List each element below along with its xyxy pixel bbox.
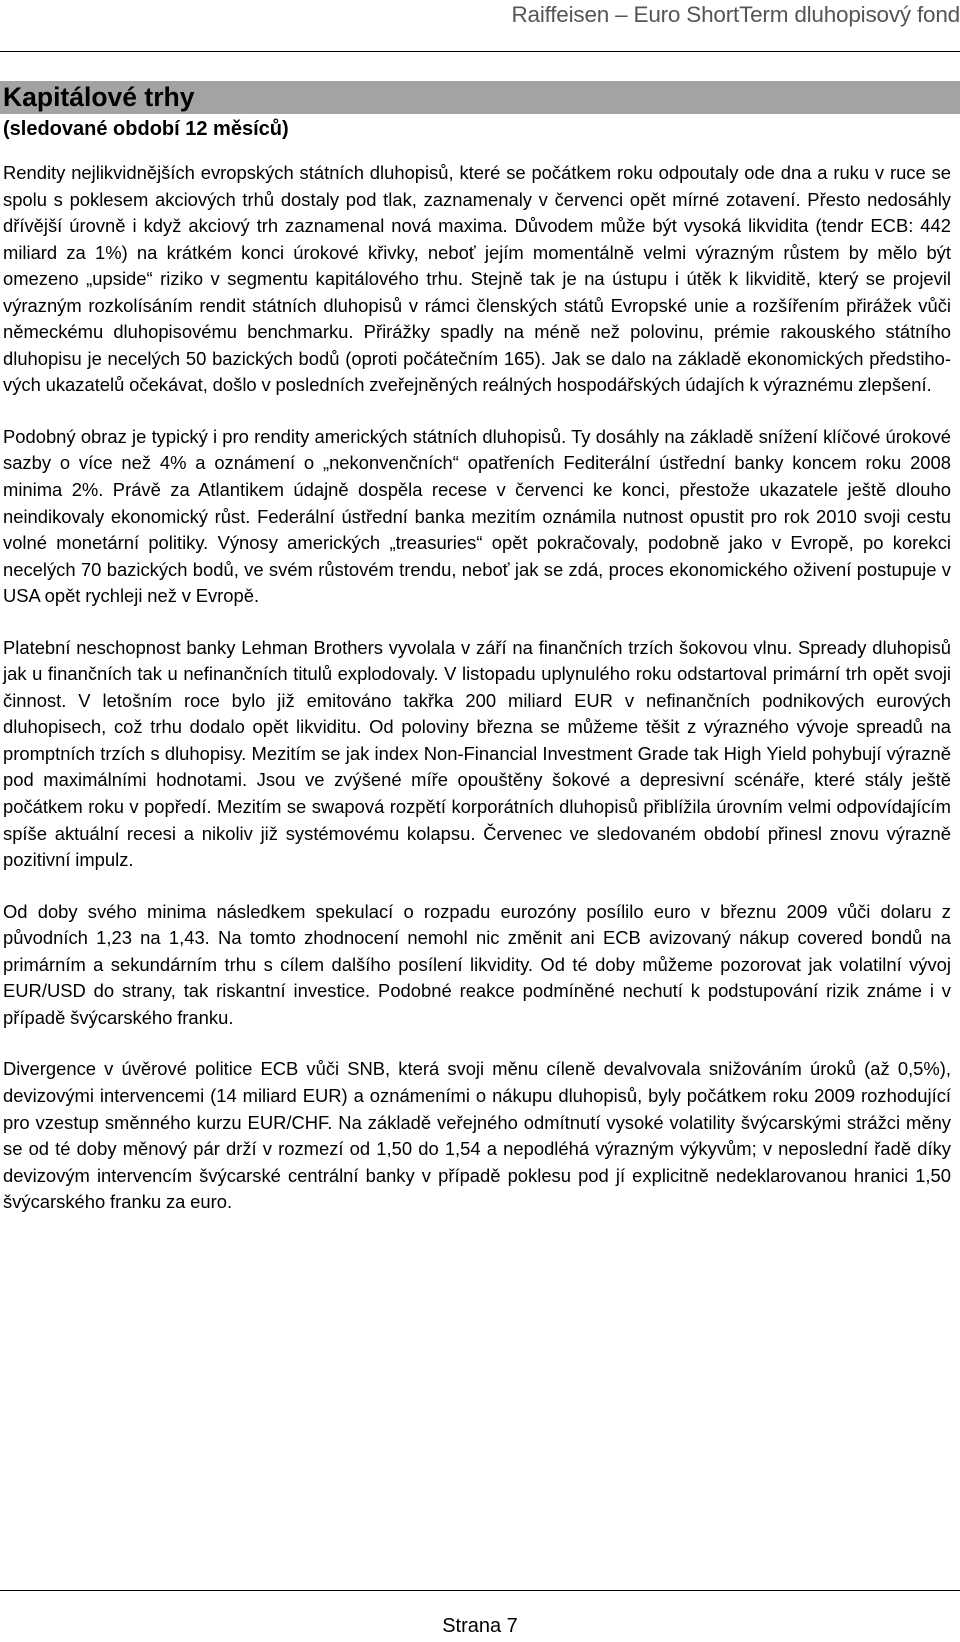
section-title: Kapitálové trhy (3, 82, 195, 112)
paragraph-government-bonds: Rendity nejlikvidnějších evropských státních dluhopisů, které se počátkem roku odpoutaly ode dna a ruku v ruce se spolu s poklesem akciových trhů dostaly pod tlak, zaznamenaly v červenci opět mírné zotavení. Přesto nedosáhly dřívější úrovně i když akciový trh zaznamenal nová maxima. Důvodem může být vysoká likvidita (tendr ECB: 442 miliard za 1%) na krátkém konci úrokové křivky, neboť jejím momentálně velmi výrazným růstem by mělo být omezeno „upside“ riziko v segmentu kapitálového trhu. Stejně tak je na ústupu i útěk k likviditě, který se projevil výrazným rozkolísáním rendit státních dluhopisů v rámci členských států Evropské unie a rozšířením přirážek vůči německému dluhopisovému benchmarku. Přirážky spadly na méně než polovinu, prémie rakouského státního dluhopisu je necelých 50 bazických bodů (oproti počátečním 165). Jak se dalo na základě ekonomických předstihových ukazatelů očekávat, došlo v posledních zveřejněných reálných hospodářských údajích k výraznému zlepšení. (3, 162, 951, 396)
paragraph-us-treasuries: Podobný obraz je typický i pro rendity amerických státních dluhopisů. Ty dosáhly na základě snížení klíčové úrokové sazby o více než 4% a oznámení o „nekonvenčních“ opatřeních Fediterální ústřední banky koncem roku 2008 minima 2%. Právě za Atlantikem údajně dospěla recese v červenci ke konci, přestože ukazatele ještě dlouho neindikovaly ekonomický růst. Federální ústřední banka mezitím oznámila nutnost opustit pro rok 2010 svoji cestu volné monetární politiky. Výnosy amerických „treasuries“ opět pokračovaly, podobně jako v Evropě, po korekci necelých 70 bazických bodů, ve svém růstovém trendu, neboť jak se zdá, proces ekonomického oživení postupuje v USA opět rychleji než v Evropě. (3, 425, 951, 607)
paragraph-corporate-bonds: Platební neschopnost banky Lehman Brothers vyvolala v září na finančních trzích šokovou vlnu. Spready dluhopisů jak u finančních tak u nefinančních titulů explodovaly. V listopadu uplynulého roku odstartoval primární trh opět svoji činnost. V letošním roce bylo již emitováno takřka 200 miliard EUR v nefinančních podnikových eurových dluhopisech, což trhu dodalo opět likviditu. Od poloviny března se můžeme těšit z výrazného vývoje spreadů na promptních trzích s dluhopisy. Mezitím se jak index Non-Financial Investment Grade tak High Yield pohybují výrazně pod maximálními hodnotami. Jsou ve zvýšené míře opouštěny šokové a depresivní scénáře, které stály ještě počátkem roku v popředí. Mezitím se swapová rozpětí korporátních dluhopisů přiblížila úrovním velmi odpovídajícím spíše aktuální recesi a nikoliv již systémovému kolapsu. Červenec ve sledovaném období přinesl znovu výrazně pozitivní impulz. (3, 636, 951, 871)
paragraph-eur-usd: Od doby svého minima následkem spekulací o rozpadu eurozóny posílilo euro v březnu 2009 vůči dolaru z původních 1,23 na 1,43. Na tomto zhodnocení nemohl nic změnit ani ECB avizovaný nákup covered bondů na primárním a sekundárním trhu s cílem dalšího posílení likvidity. Od té doby můžeme pozorovat jak volatilní vývoj EUR/USD do strany, tak riskantní investice. Podobné reakce podmíněné nechutí k podstupování rizik známe i v případě švýcarského franku. (3, 900, 951, 1028)
section-heading-bar (0, 81, 960, 114)
running-header-title: Raiffeisen – Euro ShortTerm dluhopisový fond (511, 2, 960, 27)
section-subtitle: (sledované období 12 měsíců) (3, 118, 289, 140)
footer-divider (0, 1590, 960, 1591)
header-divider (0, 51, 960, 52)
page-number: Strana 7 (442, 1615, 518, 1637)
paragraph-eur-chf: Divergence v úvěrové politice ECB vůči SNB, která svoji měnu cíleně devalvovala snižováním úroků (až 0,5%), devizovými intervencemi (14 miliard EUR) a oznámeními o nákupu dluhopisů, byly počátkem roku 2009 rozhodující pro vzestup směnného kurzu EUR/CHF. Na základě veřejného odmítnutí vysoké volatility švýcarskými strážci měny se od té doby měnový pár drží v rozmezí od 1,50 do 1,54 a nepodléhá výrazným výkyvům; v neposlední řadě díky devizovým intervencím švýcarské centrální banky v případě poklesu pod jí explicitně nedeklarovanou hranici 1,50 švýcarského franku za euro. (3, 1058, 951, 1213)
article-body (3, 160, 951, 1241)
